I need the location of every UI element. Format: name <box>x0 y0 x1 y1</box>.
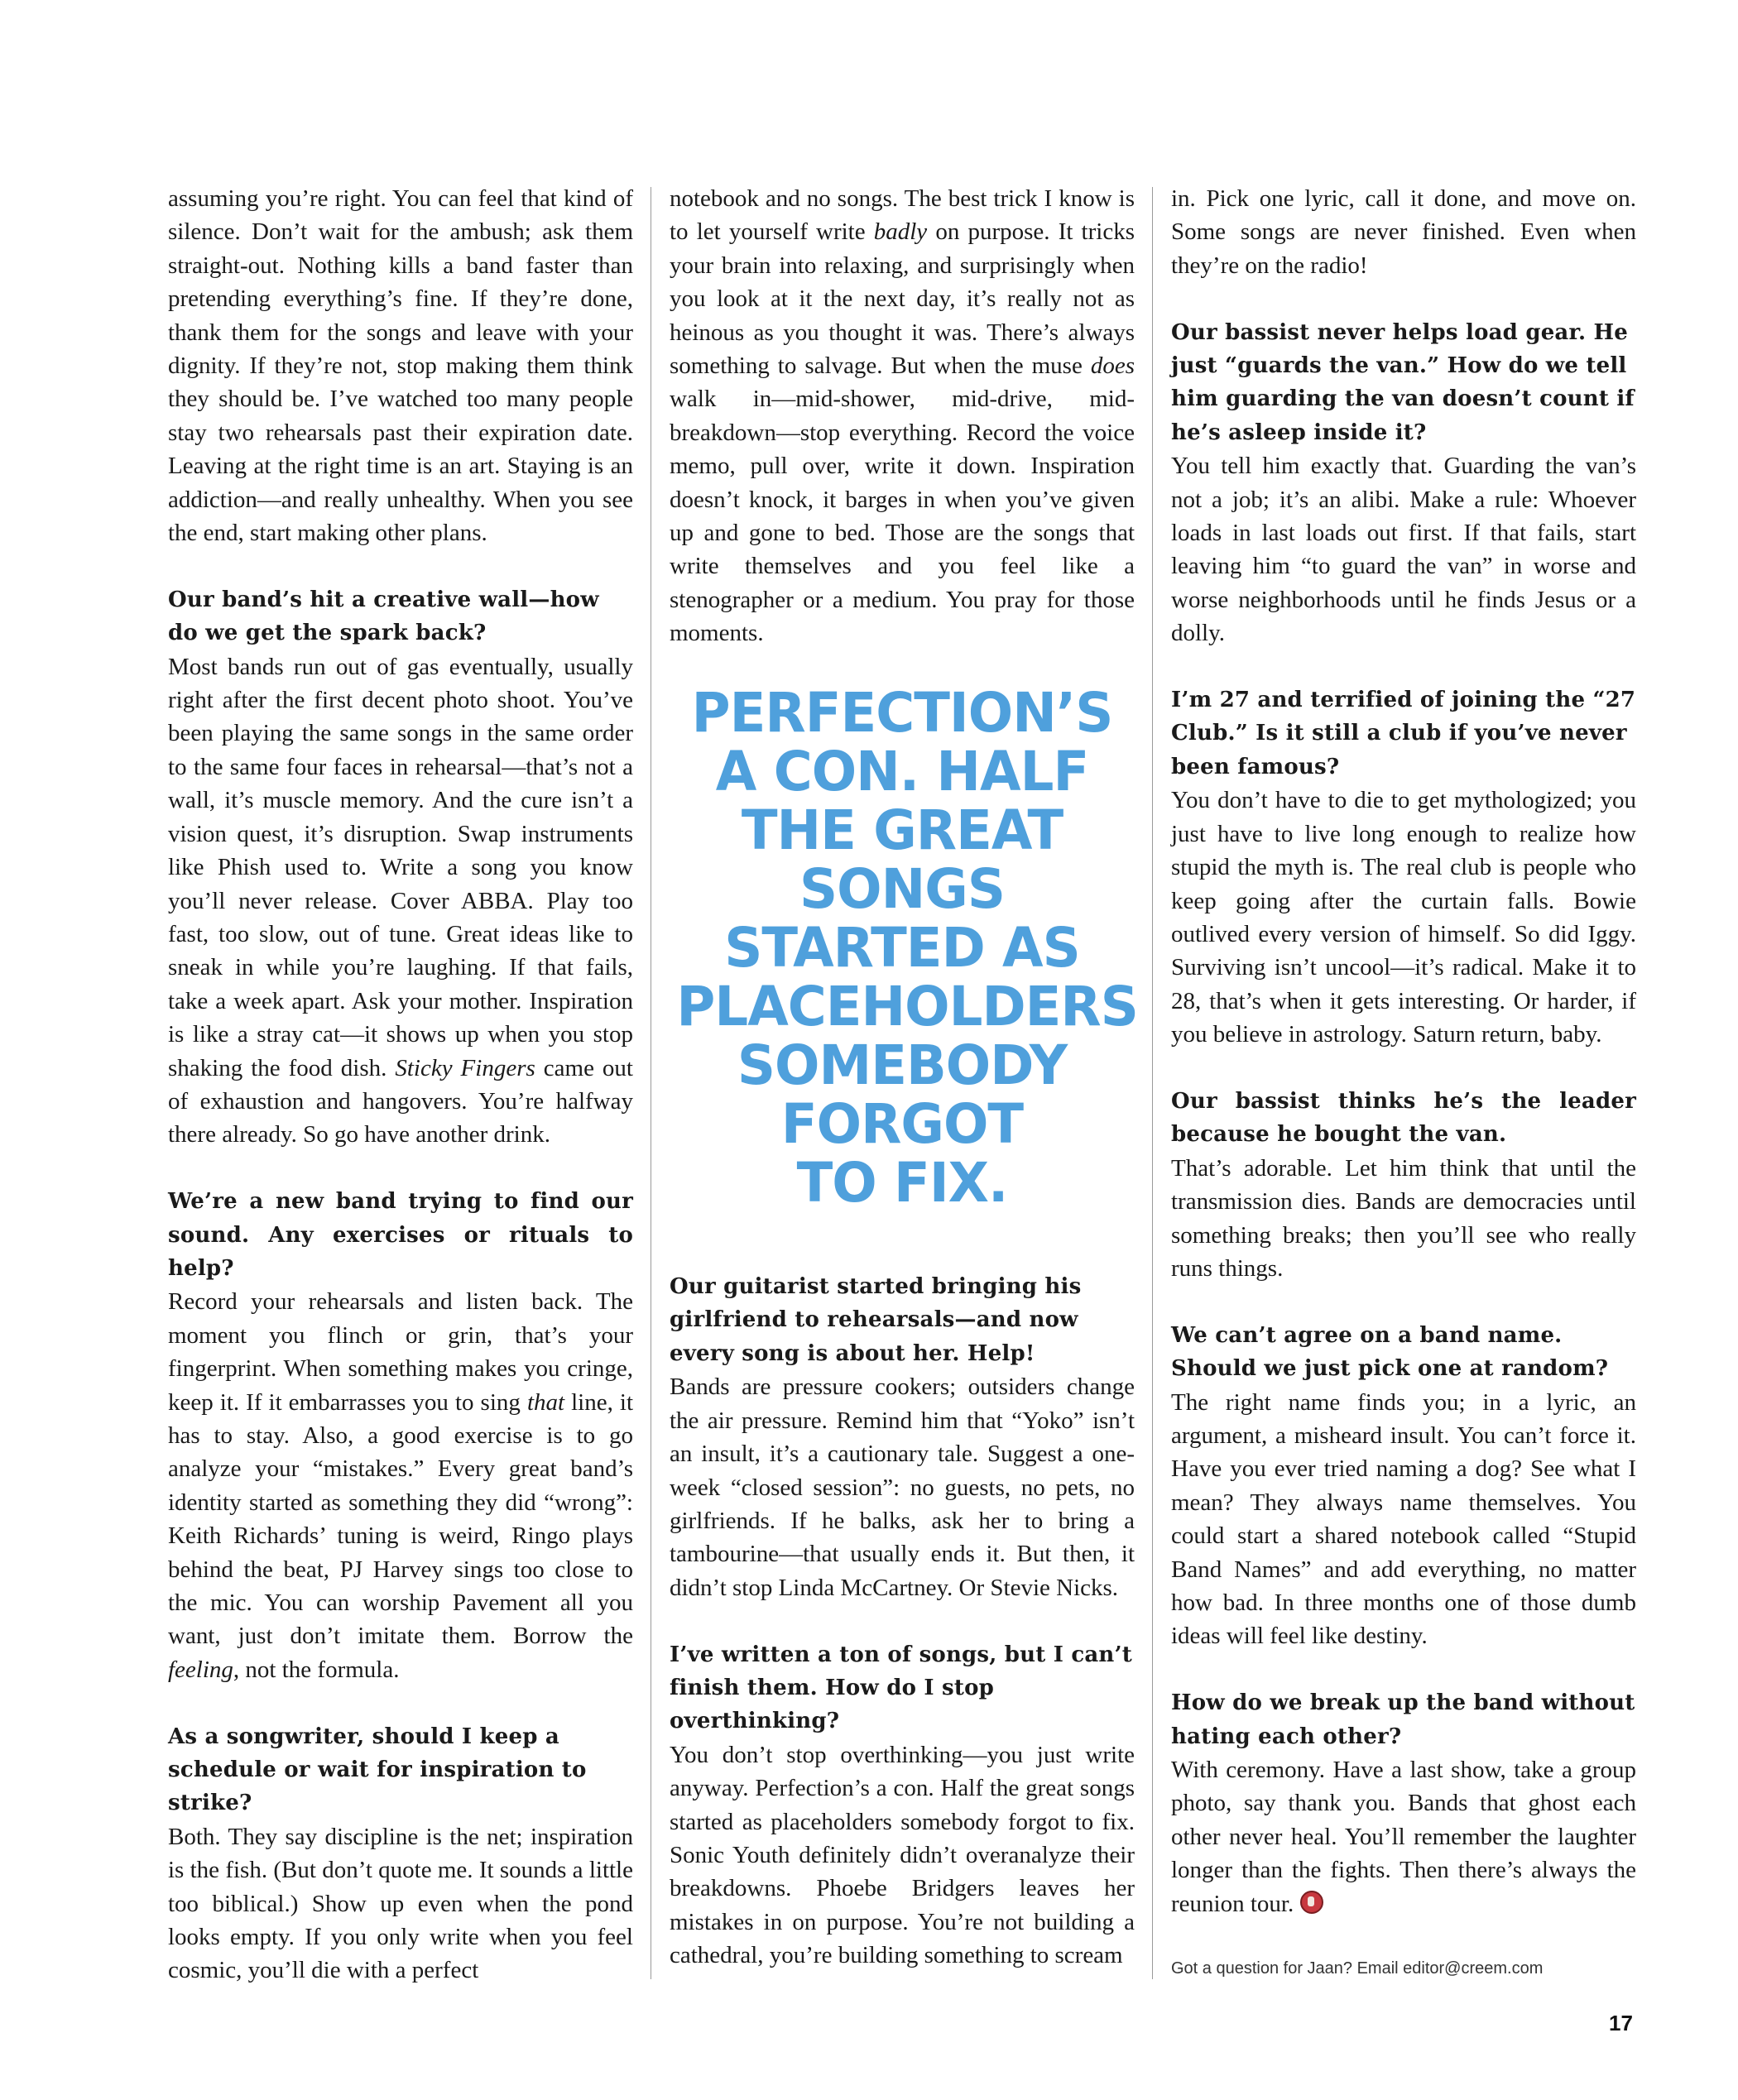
text-run: , not the formula. <box>233 1656 400 1683</box>
answer-paragraph <box>168 1285 633 1686</box>
pull-quote-line: SOMEBODY <box>737 1033 1068 1098</box>
text-run: As a songwriter, should I keep a schedule or wait for inspiration to strike? <box>168 1724 587 1816</box>
answer-paragraph <box>1171 784 1636 1051</box>
pull-quote-line: STARTED AS <box>724 916 1080 980</box>
text-run: Our guitarist started bringing his girlfriend to rehearsals—and now every song is about her. Help! <box>670 1274 1082 1366</box>
text-run: Both. They say discipline is the net; inspiration is the fish. (But don’t quote me. It sounds a little too biblical.) Show up even when the pond looks empty. If you only write when you feel cosmic, you’ll die with a perfect <box>168 1823 633 1984</box>
column-divider <box>1152 187 1153 1979</box>
question-heading <box>168 583 633 650</box>
question-heading <box>1171 1319 1636 1386</box>
answer-paragraph <box>1171 1386 1636 1653</box>
answer-paragraph <box>670 1738 1135 1973</box>
text-run: With ceremony. Have a last show, take a group photo, say thank you. Bands that ghost each other never heal. You’ll remember the laughter longer than the fights. Then there’s always the reunion tour. <box>1171 1757 1636 1917</box>
pull-quote-line: A CON. HALF <box>715 740 1089 804</box>
text-run: came out of exhaustion and hangovers. You’re halfway there already. So go have another drink. <box>168 1054 633 1148</box>
question-heading <box>670 1270 1135 1370</box>
text-run: The right name finds you; in a lyric, an argument, a misheard insult. You can’t force it. Have you ever tried naming a dog? See what I mean? They always name themselves. You could start a shared notebook called “Stupid Band Names” and add everything, no matter how bad. In three months one of those dumb ideas will feel like destiny. <box>1171 1388 1636 1650</box>
pull-quote <box>676 681 1138 1215</box>
pull-quote-line: THE GREAT <box>741 798 1063 863</box>
text-run: assuming you’re right. You can feel that kind of silence. Don’t wait for the ambush; ask them straight-out. Nothing kills a band faster than pretending everything’s fine. If they’re done, thank them for the songs and leave with your dignity. If they’re not, stop making them think they should be. I’ve watched too many people stay two rehearsals past their expiration date. Leaving at the right time is an art. Staying is an addiction—and really unhealthy. When you see the end, start making other plans. <box>168 185 633 547</box>
contact-note: Got a question for Jaan? Email editor@creem.com <box>1171 1959 1544 1978</box>
answer-paragraph <box>168 1820 633 1987</box>
answer-paragraph <box>1171 1152 1636 1286</box>
text-run: in. Pick one lyric, call it done, and move on. Some songs are never finished. Even when they’re on the radio! <box>1171 185 1636 279</box>
text-run: Most bands run out of gas eventually, usually right after the first decent photo shoot. You’ve been playing the same songs in the same order to the same four faces in rehearsal—that’s not a wall, it’s muscle memory. And the cure isn’t a vision quest, it’s disruption. Swap instruments like Phish used to. Write a song you know you’ll never release. Cover ABBA. Play too fast, too slow, out of tune. Great ideas like to sneak in while you’re laughing. If that fails, take a week apart. Ask your mother. Inspiration is like a stray cat—it shows up when you stop shaking the food dish. <box>168 653 633 1081</box>
column-1 <box>168 182 633 2021</box>
question-heading <box>670 1638 1135 1738</box>
text-run: We can’t agree on a band name. Should we just pick one at random? <box>1171 1322 1609 1382</box>
text-run: I’m 27 and terrified of joining the “27 Club.” Is it still a club if you’ve never been famous? <box>1171 688 1636 779</box>
text-run: You don’t stop overthinking—you just write anyway. Perfection’s a con. Half the great songs started as placeholders somebody forgot to fix. Sonic Youth definitely didn’t overanalyze their breakdowns. Phoebe Bridgers leaves her mistakes in on purpose. You’re not building a cathedral, you’re building something to scream <box>670 1741 1135 1969</box>
question-heading <box>1171 683 1636 784</box>
column-3 <box>1171 182 1636 1954</box>
pull-quote-line: SONGS <box>799 857 1005 922</box>
answer-paragraph <box>168 182 633 549</box>
end-mark-icon <box>1300 1891 1323 1914</box>
question-heading <box>168 1720 633 1820</box>
text-run: You tell him exactly that. Guarding the van’s not a job; it’s an alibi. Make a rule: Whoever loads in last loads out first. If that fails, start leaving him “to guard the van” in worse and worse neighborhoods until he finds Jesus or a dolly. <box>1171 453 1636 647</box>
text-run: How do we break up the band without hating each other? <box>1171 1690 1635 1749</box>
answer-paragraph <box>670 1370 1135 1604</box>
pull-quote-line: TO FIX. <box>796 1151 1008 1215</box>
text-run: Record your rehearsals and listen back. The moment you flinch or grin, that’s your fingerprint. When something makes you cringe, keep it. If it embarrasses you to sing <box>168 1288 633 1416</box>
page-number: 17 <box>1609 2011 1633 2035</box>
answer-paragraph <box>1171 182 1636 282</box>
question-heading <box>1171 316 1636 450</box>
answer-paragraph <box>670 182 1135 650</box>
text-run: notebook and no songs. The best trick I know is to let yourself write <box>670 185 1135 246</box>
italic-text: that <box>526 1388 565 1416</box>
answer-paragraph <box>1171 1753 1636 1920</box>
text-run: walk in—mid-shower, mid-drive, mid-breakdown—stop everything. Record the voice memo, pull over, write it down. Inspiration doesn’t knock, it barges in when you’ve given up and gone to bed. Those are the songs that write themselves and you feel like a stenographer or a medium. You pray for those moments. <box>670 386 1135 647</box>
answer-paragraph <box>1171 449 1636 650</box>
italic-text: feeling <box>168 1656 233 1683</box>
column-2 <box>670 182 1138 2006</box>
text-run: I’ve written a ton of songs, but I can’t finish them. How do I stop overthinking? <box>670 1642 1132 1734</box>
text-run: We’re a new band trying to find our sound. Any exercises or rituals to help? <box>168 1189 633 1281</box>
text-run: Our band’s hit a creative wall—how do we get the spark back? <box>168 587 599 646</box>
question-heading <box>1171 1686 1636 1753</box>
italic-text: does <box>1090 352 1135 380</box>
question-heading <box>168 1185 633 1285</box>
text-run: That’s adorable. Let him think that until the transmission dies. Bands are democracies until something breaks; then you’ll see who really runs things. <box>1171 1154 1636 1282</box>
answer-paragraph <box>168 650 633 1152</box>
text-run: You don’t have to die to get mythologized; you just have to live long enough to realize how stupid the myth is. The real club is people who keep going after the curtain falls. Bowie outlived every version of himself. So did Iggy. Surviving isn’t uncool—it’s radical. Make it to 28, that’s when it gets interesting. Or harder, if you believe in astrology. Saturn return, baby. <box>1171 787 1636 1048</box>
text-run: on purpose. It tricks your brain into relaxing, and surprisingly when you look at it the next day, it’s really not as heinous as you thought it was. There’s always something to salvage. But when the muse <box>670 218 1135 380</box>
italic-text: Sticky Fingers <box>395 1054 535 1081</box>
italic-text: badly <box>873 218 928 246</box>
text-run: Bands are pressure cookers; outsiders change the air pressure. Remind him that “Yoko” isn’t an insult, it’s a cautionary tale. Suggest a one-week “closed session”: no guests, no pets, no girlfriends. If he balks, ask her to bring a tambourine—that usually ends it. But then, it didn’t stop Linda McCartney. Or Stevie Nicks. <box>670 1374 1135 1601</box>
text-run: Our bassist thinks he’s the leader because he bought the van. <box>1171 1088 1636 1148</box>
pull-quote-line: PERFECTION’S <box>691 681 1113 746</box>
pull-quote-line: FORGOT <box>780 1092 1024 1157</box>
text-run: Our bassist never helps load gear. He just “guards the van.” How do we tell him guarding the van doesn’t count if he’s asleep inside it? <box>1171 319 1635 445</box>
text-run: line, it has to stay. Also, a good exercise is to go analyze your “mistakes.” Every great band’s identity started as something they did “wrong”: Keith Richards’ tuning is weird, Ringo plays behind the beat, PJ Harvey sings too close to the mic. You can worship Pavement all you want, just don’t imitate them. Borrow the <box>168 1388 634 1650</box>
question-heading <box>1171 1085 1636 1152</box>
pull-quote-line: PLACEHOLDERS <box>676 975 1138 1039</box>
